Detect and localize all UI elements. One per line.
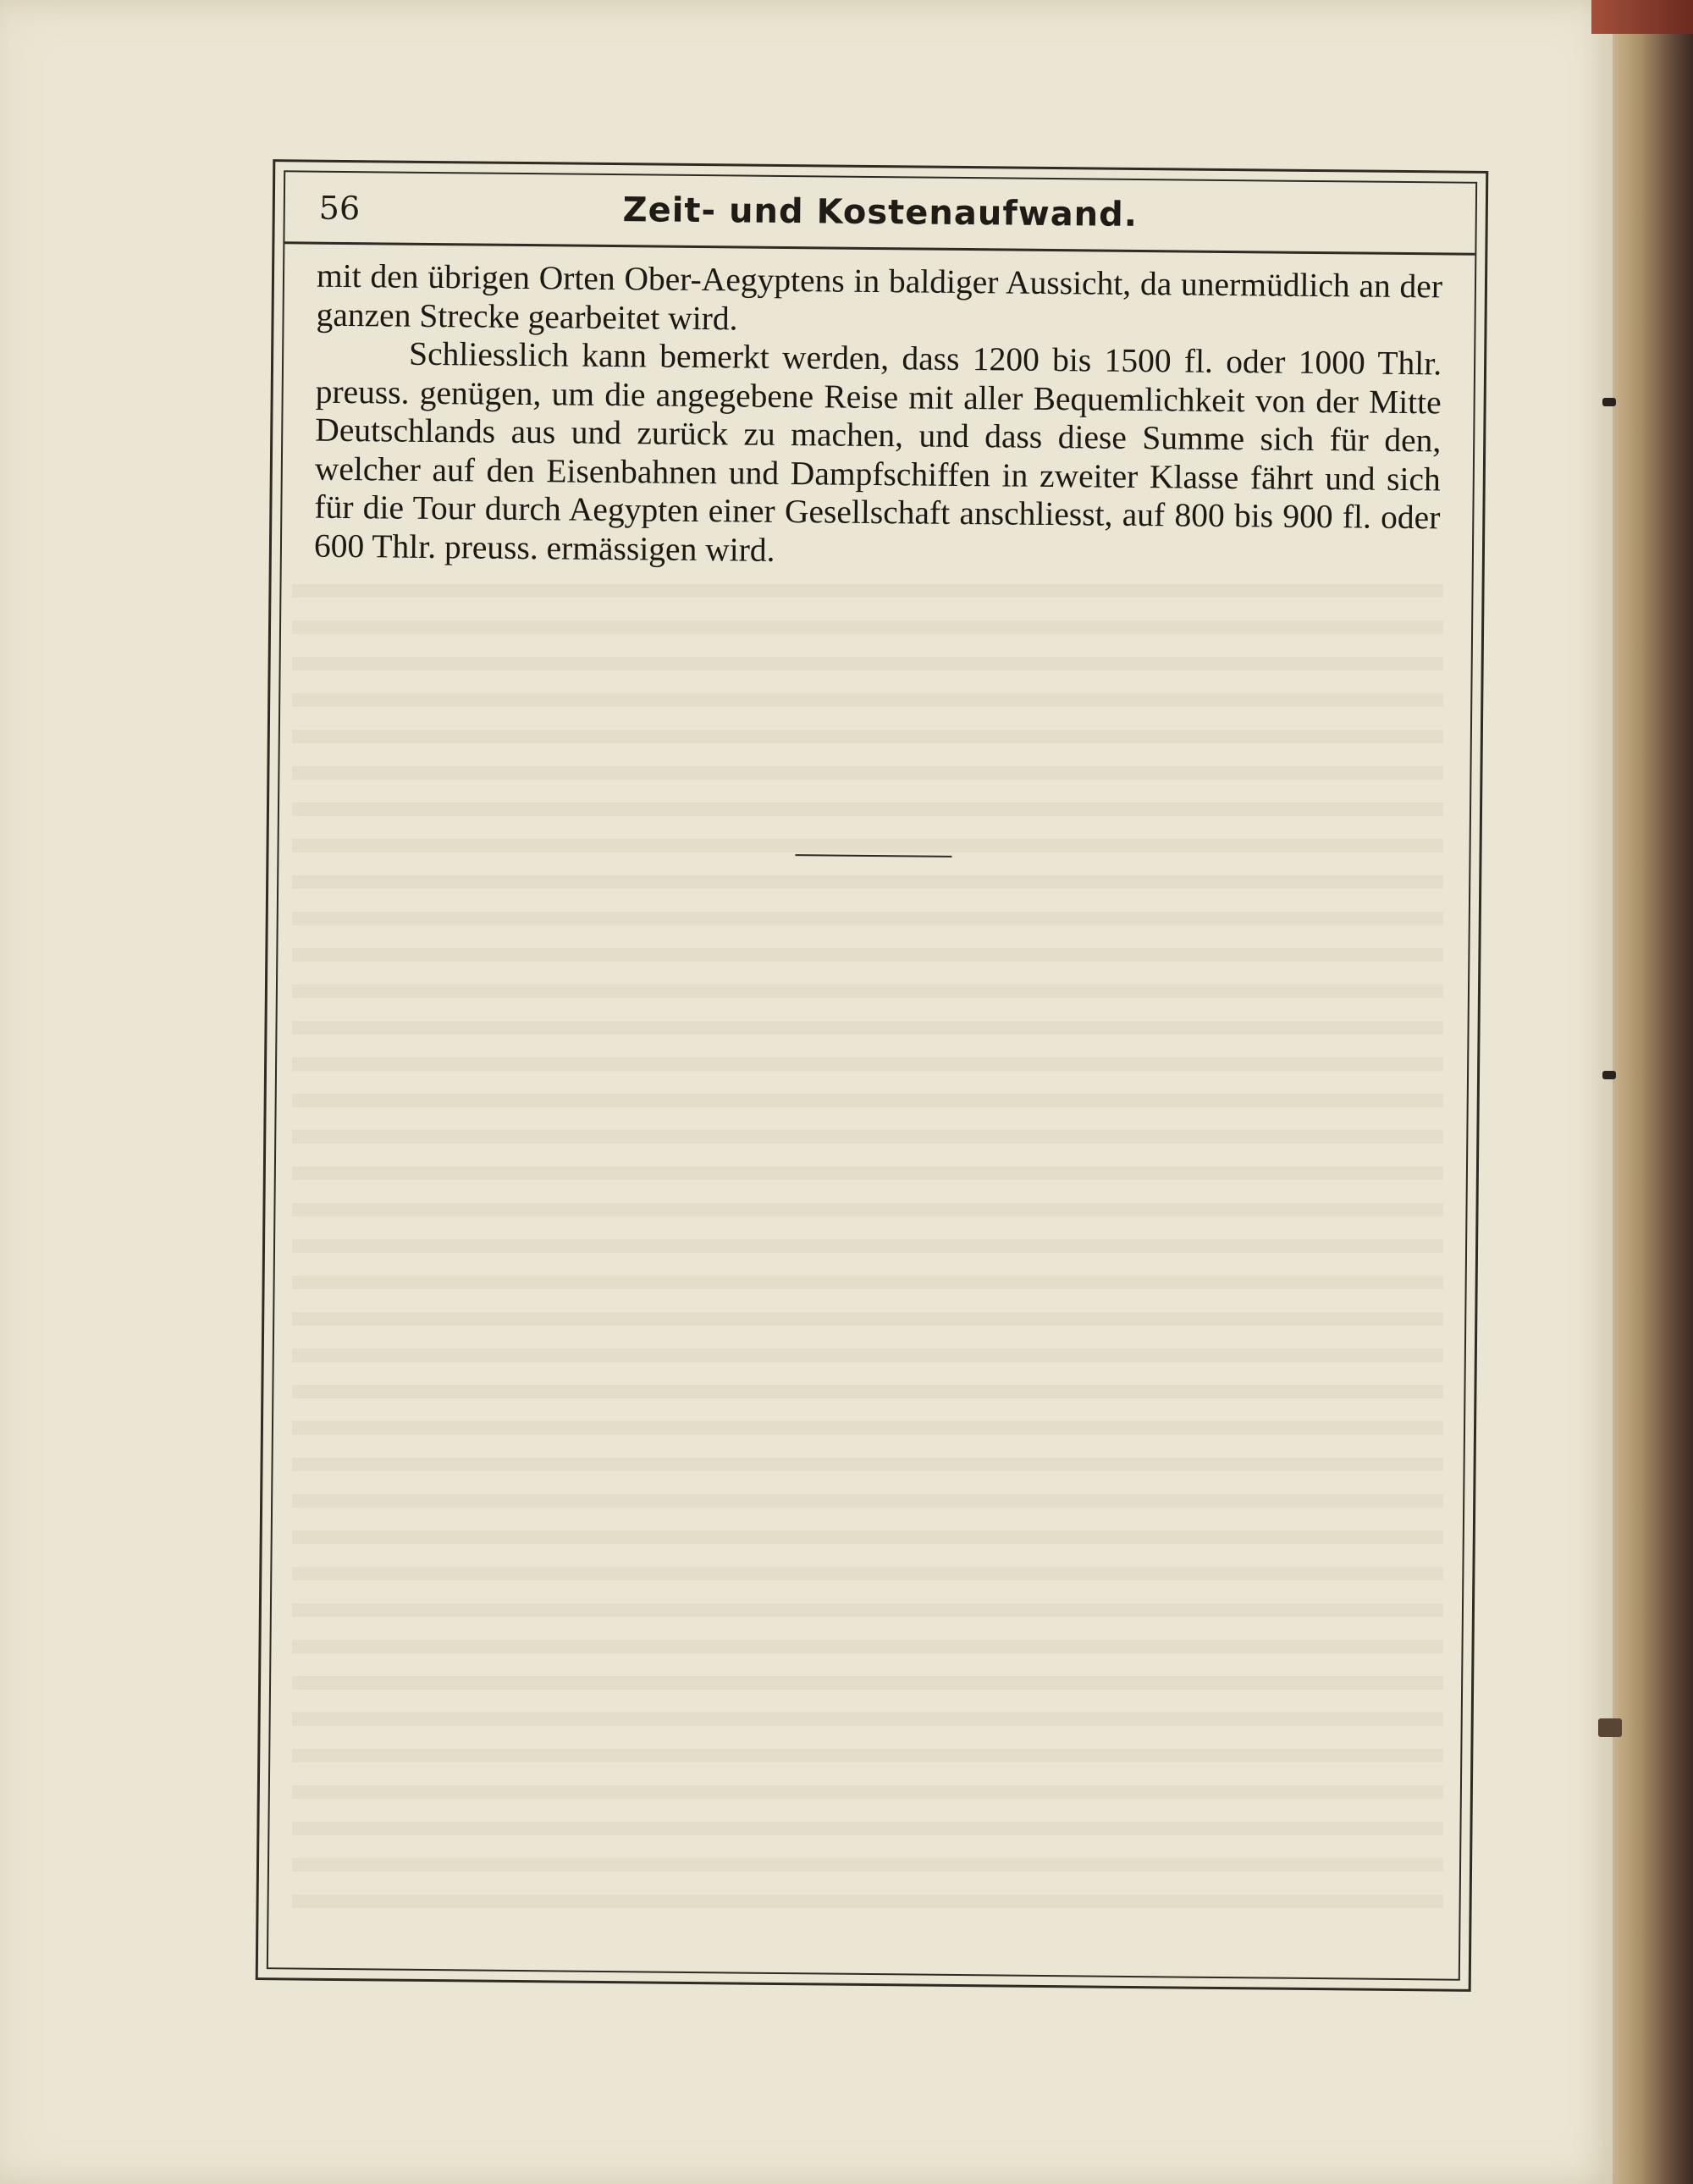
- section-end-rule: [795, 854, 951, 858]
- page-header: [284, 172, 1475, 255]
- page-edge-mark: [1602, 1071, 1616, 1079]
- spine-binding: [1591, 0, 1693, 34]
- page-border-inner: [267, 170, 1477, 1980]
- page-number: 56: [318, 189, 361, 228]
- paragraph: Schliesslich kann bemerkt werden, dass 1200 bis 1500 fl. oder 1000 Thlr. preuss. genügen, um die angegebene Reise mit aller Bequemlichkeit von der Mitte Deutschlands aus und zurück zu machen, und dass diese Summe sich für den, welcher auf den Eisenbahnen und Dampfschiffen in zweiter Klasse fährt und sich für die Tour durch Aegypten einer Gesellschaft anschliesst, auf 800 bis 900 fl. oder 600 Thlr. preuss. ermässigen wird.: [313, 334, 1442, 569]
- page-edge-mark: [1602, 398, 1616, 406]
- book-spine: [1613, 0, 1693, 2184]
- running-head: Zeit- und Kostenaufwand.: [622, 190, 1139, 234]
- page-edge-tear: [1598, 1718, 1622, 1737]
- page-border: [256, 159, 1489, 1992]
- paragraph: mit den übrigen Orten Ober-Aegyptens in baldiger Aussicht, da unermüdlich an der ganzen Strecke gearbeitet wird.: [316, 256, 1443, 337]
- body-text: [314, 257, 1442, 576]
